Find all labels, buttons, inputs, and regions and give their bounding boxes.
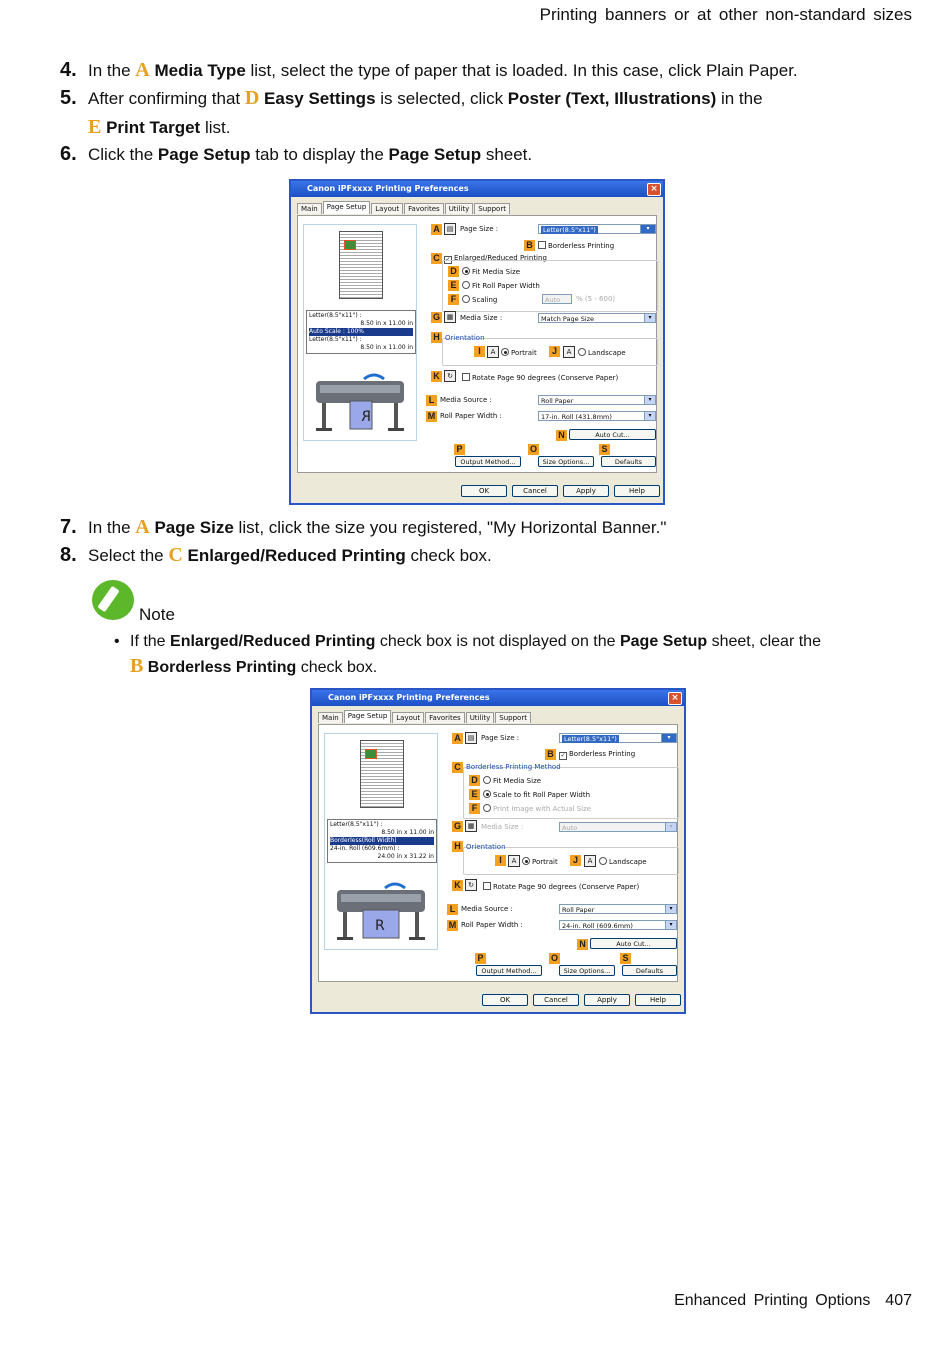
chevron-down-icon: ▾ bbox=[640, 225, 655, 233]
callout-l: L bbox=[426, 395, 437, 406]
rotate-label: Rotate Page 90 degrees (Conserve Paper) bbox=[493, 883, 640, 891]
rotate-checkbox[interactable] bbox=[483, 882, 639, 891]
note-bullet bbox=[114, 630, 884, 680]
callout-s: S bbox=[620, 953, 631, 964]
tab-page-setup[interactable]: Page Setup bbox=[344, 710, 392, 723]
landscape-radio[interactable] bbox=[599, 857, 647, 866]
rotate-label: Rotate Page 90 degrees (Conserve Paper) bbox=[472, 374, 619, 382]
chevron-down-icon: ▾ bbox=[665, 905, 676, 913]
radio-icon bbox=[578, 348, 586, 356]
info-line: 8.50 in x 11.00 in bbox=[360, 320, 413, 327]
callout-letter: C bbox=[168, 544, 183, 566]
page-size-label: Page Size : bbox=[481, 734, 520, 742]
cancel-button[interactable]: Cancel bbox=[512, 485, 558, 497]
media-size-select[interactable] bbox=[559, 822, 677, 832]
dialog-title: Canon iPFxxxx Printing Preferences bbox=[328, 693, 490, 702]
auto-cut-button[interactable]: Auto Cut... bbox=[590, 938, 677, 949]
tab-support[interactable]: Support bbox=[474, 203, 510, 214]
radio-icon bbox=[599, 857, 607, 865]
help-button[interactable]: Help bbox=[614, 485, 660, 497]
info-line: 24-in. Roll (609.6mm) : bbox=[330, 845, 400, 852]
scaling-radio[interactable] bbox=[462, 295, 497, 304]
callout-o: O bbox=[529, 444, 537, 454]
step-number: 4. bbox=[60, 59, 77, 81]
printing-preferences-dialog-1 bbox=[289, 179, 665, 505]
media-source-select[interactable] bbox=[559, 904, 677, 914]
callout-e: E bbox=[469, 789, 480, 800]
page-size-value: Letter(8.5"x11") bbox=[564, 735, 617, 743]
ok-button[interactable]: OK bbox=[482, 994, 528, 1006]
media-source-value: Roll Paper bbox=[541, 397, 574, 405]
info-line: 8.50 in x 11.00 in bbox=[360, 344, 413, 351]
step-number: 6. bbox=[60, 143, 77, 165]
ui-term: Page Setup bbox=[157, 145, 251, 164]
svg-text:R: R bbox=[375, 918, 385, 934]
chevron-down-icon: ▾ bbox=[644, 396, 655, 404]
svg-text:R: R bbox=[361, 409, 371, 425]
callout-k: K bbox=[452, 880, 463, 891]
chevron-down-icon: ▾ bbox=[644, 412, 655, 420]
chevron-down-icon: ▾ bbox=[665, 823, 676, 831]
callout-p: P bbox=[475, 953, 486, 964]
callout-letter: E bbox=[88, 116, 102, 138]
step-text: In the bbox=[88, 61, 136, 80]
media-source-select[interactable] bbox=[538, 395, 656, 405]
callout-letter: D bbox=[244, 87, 260, 109]
roll-width-value: 24-in. Roll (609.6mm) bbox=[562, 922, 633, 930]
ui-term: Enlarged/Reduced Printing bbox=[187, 546, 406, 565]
defaults-button[interactable]: Defaults bbox=[622, 965, 677, 976]
callout-l: L bbox=[447, 904, 458, 915]
rotate-checkbox[interactable] bbox=[462, 373, 618, 382]
roll-width-label: Roll Paper Width : bbox=[440, 412, 502, 420]
callout-b: B bbox=[545, 749, 556, 760]
media-source-label: Media Source : bbox=[440, 396, 492, 404]
dialog-title: Canon iPFxxxx Printing Preferences bbox=[307, 184, 469, 193]
landscape-label: Landscape bbox=[588, 349, 626, 357]
chevron-down-icon: ▾ bbox=[665, 921, 676, 929]
step-text: is selected, click bbox=[375, 89, 508, 108]
tab-favorites[interactable]: Favorites bbox=[425, 712, 465, 723]
bullet-icon: • bbox=[114, 633, 120, 650]
callout-f: F bbox=[448, 294, 459, 305]
radio-icon bbox=[483, 790, 491, 798]
checkbox-icon bbox=[483, 882, 491, 890]
roll-width-select[interactable] bbox=[559, 920, 677, 930]
fit-media-label: Fit Media Size bbox=[472, 268, 521, 276]
image-thumbnail-icon bbox=[365, 749, 377, 759]
landscape-icon: A bbox=[563, 346, 575, 358]
callout-p: P bbox=[454, 444, 465, 455]
page-size-icon: ▤ bbox=[465, 732, 477, 744]
tab-strip bbox=[297, 203, 511, 214]
checkbox-icon bbox=[462, 373, 470, 381]
callout-m: M bbox=[448, 920, 457, 930]
landscape-radio[interactable] bbox=[578, 348, 626, 357]
fit-roll-label: Fit Roll Paper Width bbox=[472, 282, 540, 290]
borderless-checkbox[interactable] bbox=[559, 750, 635, 760]
scaling-input[interactable] bbox=[542, 294, 572, 304]
step-7 bbox=[60, 513, 920, 542]
tab-main[interactable]: Main bbox=[318, 712, 343, 723]
media-size-icon: ▦ bbox=[465, 820, 477, 832]
page-size-label: Page Size : bbox=[460, 225, 499, 233]
size-options-button[interactable]: Size Options... bbox=[538, 456, 594, 467]
ui-term: Enlarged/Reduced Printing bbox=[170, 633, 376, 650]
scaling-value: Auto bbox=[545, 296, 561, 304]
footer-section: Enhanced Printing Options bbox=[674, 1292, 871, 1309]
step-text: After confirming that bbox=[88, 89, 245, 108]
media-size-icon: ▦ bbox=[444, 311, 456, 323]
note-title: Note bbox=[139, 605, 175, 624]
running-header: Printing banners or at other non-standard sizes bbox=[539, 5, 912, 24]
step-text: list, select the type of paper that is loaded. In this case, click Plain Paper. bbox=[245, 61, 798, 80]
size-options-button[interactable]: Size Options... bbox=[559, 965, 615, 976]
tab-page-setup[interactable]: Page Setup bbox=[323, 201, 371, 214]
callout-g: G bbox=[432, 312, 440, 322]
close-icon[interactable]: × bbox=[668, 692, 682, 705]
borderless-label: Borderless Printing bbox=[548, 242, 615, 250]
page-size-select[interactable] bbox=[538, 224, 656, 234]
tab-strip bbox=[318, 712, 532, 723]
callout-o: O bbox=[550, 953, 558, 963]
cancel-button[interactable]: Cancel bbox=[533, 994, 579, 1006]
page-size-select[interactable] bbox=[559, 733, 677, 743]
borderless-checkbox[interactable] bbox=[538, 241, 614, 250]
ui-term: Media Type bbox=[154, 61, 246, 80]
note-text: check box. bbox=[296, 659, 378, 676]
chevron-down-icon: ▾ bbox=[661, 734, 676, 742]
step-text: tab to display the bbox=[250, 145, 389, 164]
step-text: sheet. bbox=[481, 145, 533, 164]
ui-term: Print Target bbox=[106, 118, 201, 137]
step-text: in the bbox=[716, 89, 763, 108]
output-method-button[interactable]: Output Method... bbox=[476, 965, 542, 976]
callout-h: H bbox=[431, 332, 442, 343]
roll-width-value: 17-in. Roll (431.8mm) bbox=[541, 413, 612, 421]
checkmark-icon: ✓ bbox=[445, 256, 451, 263]
orientation-label: Orientation bbox=[466, 843, 506, 851]
dialog-title-bar bbox=[291, 181, 663, 197]
step-text: In the bbox=[88, 518, 136, 537]
dialog-title-bar bbox=[312, 690, 684, 706]
page-size-icon: ▤ bbox=[444, 223, 456, 235]
info-line: Letter(8.5"x11") : bbox=[309, 312, 362, 319]
ui-term: Borderless Printing bbox=[147, 659, 297, 676]
fit-media-radio[interactable] bbox=[483, 776, 541, 785]
print-actual-label: Print Image with Actual Size bbox=[493, 805, 592, 813]
ok-button[interactable]: OK bbox=[461, 485, 507, 497]
borderless-label: Borderless Printing bbox=[569, 750, 636, 758]
defaults-button[interactable]: Defaults bbox=[601, 456, 656, 467]
output-method-button[interactable]: Output Method... bbox=[455, 456, 521, 467]
fit-roll-radio[interactable] bbox=[462, 281, 540, 290]
landscape-icon: A bbox=[584, 855, 596, 867]
tab-favorites[interactable]: Favorites bbox=[404, 203, 444, 214]
media-source-value: Roll Paper bbox=[562, 906, 595, 914]
preview-pane bbox=[303, 224, 417, 441]
tab-utility[interactable]: Utility bbox=[445, 203, 474, 214]
media-size-label: Media Size : bbox=[460, 314, 503, 322]
roll-width-label: Roll Paper Width : bbox=[461, 921, 523, 929]
tab-utility[interactable]: Utility bbox=[466, 712, 495, 723]
size-info-box bbox=[306, 310, 416, 354]
info-line: 8.50 in x 11.00 in bbox=[381, 829, 434, 836]
apply-button[interactable]: Apply bbox=[584, 994, 630, 1006]
step-number: 8. bbox=[60, 544, 77, 566]
step-6 bbox=[60, 140, 920, 169]
tab-layout[interactable]: Layout bbox=[392, 712, 424, 723]
callout-k: K bbox=[431, 371, 442, 382]
portrait-radio[interactable] bbox=[501, 348, 537, 357]
step-5 bbox=[60, 84, 920, 142]
rotate-icon: ↻ bbox=[444, 370, 456, 382]
roll-width-select[interactable] bbox=[538, 411, 656, 421]
callout-c: C bbox=[431, 253, 442, 264]
ui-term: Poster (Text, Illustrations) bbox=[507, 89, 717, 108]
radio-icon bbox=[501, 348, 509, 356]
info-line: Letter(8.5"x11") : bbox=[330, 821, 383, 828]
callout-g: G bbox=[453, 821, 461, 831]
chevron-down-icon: ▾ bbox=[644, 314, 655, 322]
ui-term: Page Size bbox=[154, 518, 234, 537]
note-text: check box is not displayed on the bbox=[375, 633, 620, 650]
media-source-label: Media Source : bbox=[461, 905, 513, 913]
step-4 bbox=[60, 56, 920, 85]
page-preview bbox=[339, 231, 383, 299]
scale-roll-label: Scale to fit Roll Paper Width bbox=[493, 791, 591, 799]
media-size-label: Media Size : bbox=[481, 823, 524, 831]
tab-layout[interactable]: Layout bbox=[371, 203, 403, 214]
ui-term: Page Setup bbox=[388, 145, 482, 164]
callout-s: S bbox=[599, 444, 610, 455]
checkmark-icon: ✓ bbox=[560, 752, 566, 759]
scaling-range: % (5 - 600) bbox=[576, 295, 616, 303]
fit-media-label: Fit Media Size bbox=[493, 777, 542, 785]
radio-icon bbox=[483, 804, 491, 812]
ui-term: Page Setup bbox=[619, 633, 708, 650]
info-line-highlight: Borderless(Roll Width) bbox=[330, 837, 434, 845]
tab-support[interactable]: Support bbox=[495, 712, 531, 723]
callout-b: B bbox=[524, 240, 535, 251]
radio-icon bbox=[522, 857, 530, 865]
step-text: Select the bbox=[88, 546, 169, 565]
orientation-label: Orientation bbox=[445, 334, 485, 342]
portrait-radio[interactable] bbox=[522, 857, 558, 866]
callout-c: C bbox=[452, 762, 463, 773]
callout-j: J bbox=[570, 855, 581, 866]
radio-icon bbox=[462, 267, 470, 275]
step-text: list, click the size you registered, "My Horizontal Banner." bbox=[233, 518, 667, 537]
callout-a: A bbox=[431, 224, 442, 235]
page-footer bbox=[674, 1292, 912, 1310]
portrait-label: Portrait bbox=[532, 858, 558, 866]
apply-button[interactable]: Apply bbox=[563, 485, 609, 497]
media-size-select[interactable] bbox=[538, 313, 656, 323]
auto-cut-button[interactable]: Auto Cut... bbox=[569, 429, 656, 440]
page-setup-panel bbox=[297, 215, 657, 473]
step-8 bbox=[60, 541, 920, 570]
callout-h: H bbox=[452, 841, 463, 852]
scale-roll-radio[interactable] bbox=[483, 790, 590, 799]
printer-illustration-icon bbox=[333, 882, 429, 942]
callout-d: D bbox=[448, 266, 459, 277]
media-size-value: Auto bbox=[562, 824, 578, 832]
step-number: 5. bbox=[60, 87, 77, 109]
note-pencil-icon bbox=[92, 580, 134, 620]
note-text: sheet, clear the bbox=[707, 633, 821, 650]
callout-m: M bbox=[427, 411, 436, 421]
step-text: list. bbox=[200, 118, 231, 137]
callout-letter: A bbox=[135, 59, 150, 81]
media-size-value: Match Page Size bbox=[541, 315, 595, 323]
portrait-icon: A bbox=[508, 855, 520, 867]
enlarged-label: Enlarged/Reduced Printing bbox=[454, 254, 547, 262]
radio-icon bbox=[483, 776, 491, 784]
print-actual-radio[interactable] bbox=[483, 804, 591, 813]
help-button[interactable]: Help bbox=[635, 994, 681, 1006]
radio-icon bbox=[462, 295, 470, 303]
rotate-icon: ↻ bbox=[465, 879, 477, 891]
portrait-label: Portrait bbox=[511, 349, 537, 357]
callout-letter: A bbox=[135, 516, 150, 538]
callout-a: A bbox=[452, 733, 463, 744]
printing-preferences-dialog-2 bbox=[310, 688, 686, 1014]
callout-j: J bbox=[549, 346, 560, 357]
callout-i: I bbox=[495, 855, 506, 866]
step-text: Click the bbox=[88, 145, 158, 164]
radio-icon bbox=[462, 281, 470, 289]
callout-i: I bbox=[474, 346, 485, 357]
step-text: check box. bbox=[405, 546, 492, 565]
tab-main[interactable]: Main bbox=[297, 203, 322, 214]
ui-term: Easy Settings bbox=[264, 89, 376, 108]
fit-media-radio[interactable] bbox=[462, 267, 520, 276]
scaling-label: Scaling bbox=[472, 296, 498, 304]
size-info-box bbox=[327, 819, 437, 863]
page-setup-panel bbox=[318, 724, 678, 982]
preview-pane bbox=[324, 733, 438, 950]
printer-illustration-icon bbox=[312, 373, 408, 433]
image-thumbnail-icon bbox=[344, 240, 356, 250]
callout-f: F bbox=[469, 803, 480, 814]
page-preview bbox=[360, 740, 404, 808]
callout-d: D bbox=[469, 775, 480, 786]
landscape-label: Landscape bbox=[609, 858, 647, 866]
note-text: If the bbox=[130, 633, 171, 650]
info-line: Letter(8.5"x11") : bbox=[309, 336, 362, 343]
step-number: 7. bbox=[60, 516, 77, 538]
page-size-value: Letter(8.5"x11") bbox=[543, 226, 596, 234]
close-icon[interactable]: × bbox=[647, 183, 661, 196]
callout-n: N bbox=[577, 939, 588, 950]
callout-letter: B bbox=[130, 655, 144, 677]
callout-n: N bbox=[556, 430, 567, 441]
callout-e: E bbox=[448, 280, 459, 291]
info-line-highlight: Auto Scale : 100% bbox=[309, 328, 413, 336]
info-line: 24.00 in x 31.22 in bbox=[377, 853, 434, 860]
borderless-method-label: Borderless Printing Method bbox=[466, 763, 561, 771]
page-number: 407 bbox=[885, 1292, 912, 1309]
portrait-icon: A bbox=[487, 346, 499, 358]
checkbox-icon bbox=[538, 241, 546, 249]
